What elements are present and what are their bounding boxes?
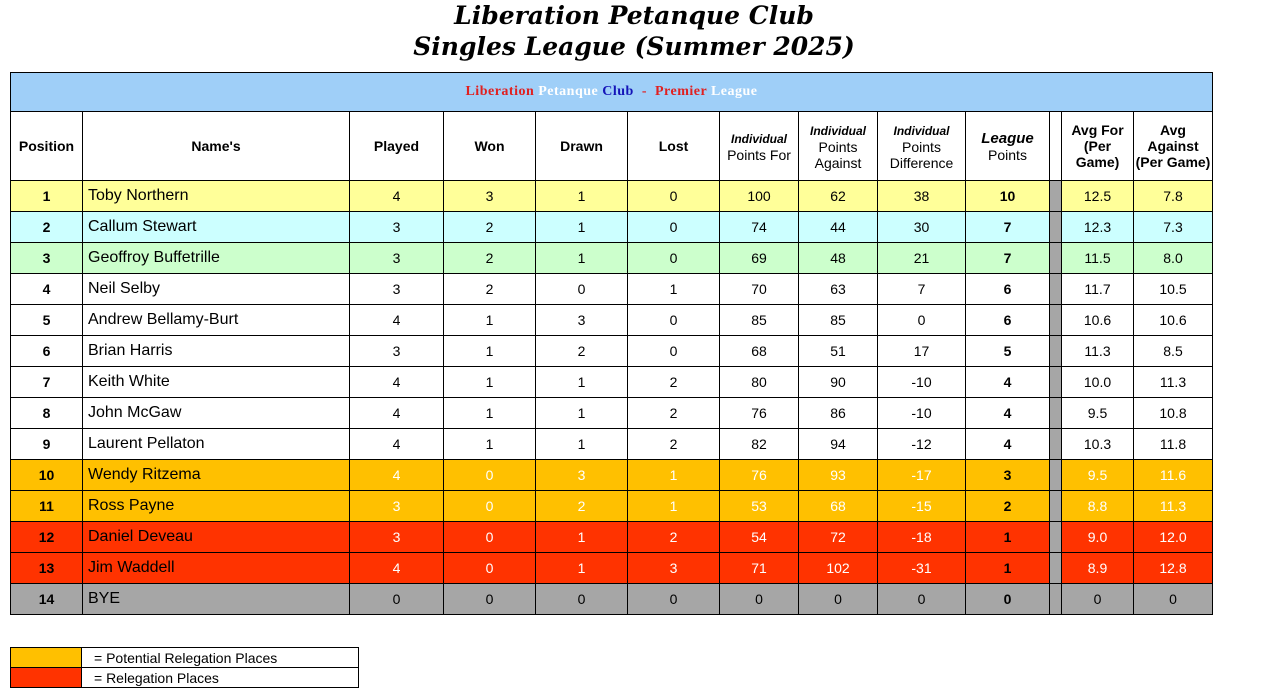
divider-cell <box>1050 336 1062 367</box>
cell-league-points: 2 <box>966 491 1050 522</box>
cell-points-difference: 7 <box>878 274 966 305</box>
header-avg-for <box>1062 112 1134 181</box>
header-avg-for-line2: (Per <box>1083 138 1112 154</box>
cell-avg-for: 11.3 <box>1062 336 1134 367</box>
cell-played: 3 <box>350 243 444 274</box>
cell-won: 0 <box>444 553 536 584</box>
cell-won: 1 <box>444 336 536 367</box>
table-row <box>11 181 1213 212</box>
cell-name: Jim Waddell <box>83 553 350 584</box>
cell-drawn: 1 <box>536 398 628 429</box>
header-position: Position <box>11 112 83 181</box>
table-row <box>11 491 1213 522</box>
cell-drawn: 1 <box>536 212 628 243</box>
banner-title <box>465 84 757 99</box>
divider-cell <box>1050 460 1062 491</box>
banner-word: Liberation <box>465 84 535 99</box>
header-lost: Lost <box>628 112 720 181</box>
cell-lost: 2 <box>628 522 720 553</box>
cell-drawn: 1 <box>536 429 628 460</box>
divider-cell <box>1050 243 1062 274</box>
cell-points-for: 100 <box>720 181 799 212</box>
cell-avg-against: 10.5 <box>1134 274 1213 305</box>
cell-points-against: 94 <box>799 429 878 460</box>
cell-league-points: 4 <box>966 398 1050 429</box>
header-points-difference <box>878 112 966 181</box>
cell-position: 6 <box>11 336 83 367</box>
cell-won: 1 <box>444 398 536 429</box>
key-label-potential-relegation: = Potential Relegation Places <box>82 648 359 668</box>
cell-league-points: 7 <box>966 212 1050 243</box>
table-row <box>11 398 1213 429</box>
cell-points-for: 76 <box>720 460 799 491</box>
key-row-relegation <box>11 668 359 688</box>
cell-points-against: 63 <box>799 274 878 305</box>
header-won: Won <box>444 112 536 181</box>
cell-position: 13 <box>11 553 83 584</box>
cell-points-against: 90 <box>799 367 878 398</box>
cell-won: 0 <box>444 522 536 553</box>
banner-word: - <box>641 84 647 99</box>
cell-position: 14 <box>11 584 83 615</box>
cell-avg-for: 10.3 <box>1062 429 1134 460</box>
cell-drawn: 1 <box>536 181 628 212</box>
cell-points-against: 48 <box>799 243 878 274</box>
league-title: Singles League (Summer 2025) <box>413 32 855 61</box>
banner-word: League <box>710 84 758 99</box>
cell-avg-against: 11.3 <box>1134 491 1213 522</box>
cell-name: BYE <box>83 584 350 615</box>
cell-won: 2 <box>444 212 536 243</box>
table-row <box>11 460 1213 491</box>
cell-avg-against: 12.0 <box>1134 522 1213 553</box>
header-name: Name's <box>83 112 350 181</box>
cell-lost: 0 <box>628 243 720 274</box>
cell-league-points: 7 <box>966 243 1050 274</box>
cell-avg-against: 10.8 <box>1134 398 1213 429</box>
header-avg-against-line1: Avg Against <box>1147 122 1199 154</box>
cell-avg-for: 0 <box>1062 584 1134 615</box>
cell-points-against: 102 <box>799 553 878 584</box>
cell-avg-for: 8.9 <box>1062 553 1134 584</box>
cell-league-points: 0 <box>966 584 1050 615</box>
cell-points-against: 51 <box>799 336 878 367</box>
cell-avg-for: 9.5 <box>1062 460 1134 491</box>
banner-word: Club <box>602 84 634 99</box>
cell-position: 1 <box>11 181 83 212</box>
header-avg-for-line1: Avg For <box>1071 122 1124 138</box>
cell-points-difference: -15 <box>878 491 966 522</box>
divider-cell <box>1050 584 1062 615</box>
league-banner <box>11 73 1213 112</box>
cell-avg-for: 10.6 <box>1062 305 1134 336</box>
header-avg-against <box>1134 112 1213 181</box>
header-row <box>11 112 1213 181</box>
cell-avg-against: 8.5 <box>1134 336 1213 367</box>
cell-won: 2 <box>444 274 536 305</box>
cell-avg-against: 8.0 <box>1134 243 1213 274</box>
cell-played: 4 <box>350 398 444 429</box>
cell-avg-for: 11.5 <box>1062 243 1134 274</box>
cell-points-for: 76 <box>720 398 799 429</box>
cell-points-difference: 30 <box>878 212 966 243</box>
cell-points-against: 86 <box>799 398 878 429</box>
header-league-points-line2: Points <box>988 146 1027 163</box>
cell-league-points: 5 <box>966 336 1050 367</box>
cell-points-for: 68 <box>720 336 799 367</box>
divider-cell <box>1050 553 1062 584</box>
cell-position: 2 <box>11 212 83 243</box>
key-label-relegation: = Relegation Places <box>82 668 359 688</box>
cell-avg-against: 0 <box>1134 584 1213 615</box>
cell-points-difference: 38 <box>878 181 966 212</box>
cell-played: 4 <box>350 553 444 584</box>
table-row <box>11 243 1213 274</box>
cell-points-difference: 17 <box>878 336 966 367</box>
header-points-against-line2: Points <box>818 138 858 155</box>
cell-drawn: 0 <box>536 274 628 305</box>
header-points-against-line1: Individual <box>809 123 866 138</box>
cell-points-for: 71 <box>720 553 799 584</box>
cell-position: 8 <box>11 398 83 429</box>
divider-cell <box>1050 212 1062 243</box>
banner-word: Premier <box>655 84 707 99</box>
cell-played: 4 <box>350 367 444 398</box>
cell-points-for: 80 <box>720 367 799 398</box>
cell-drawn: 3 <box>536 460 628 491</box>
league-table <box>10 72 1213 615</box>
cell-drawn: 1 <box>536 367 628 398</box>
cell-played: 3 <box>350 522 444 553</box>
cell-avg-against: 10.6 <box>1134 305 1213 336</box>
legend-key <box>10 647 359 688</box>
header-points-for-line2: Points For <box>727 146 791 163</box>
cell-points-for: 70 <box>720 274 799 305</box>
cell-won: 1 <box>444 367 536 398</box>
cell-points-for: 74 <box>720 212 799 243</box>
cell-points-difference: -10 <box>878 398 966 429</box>
cell-lost: 0 <box>628 305 720 336</box>
cell-league-points: 1 <box>966 553 1050 584</box>
divider-cell <box>1050 305 1062 336</box>
cell-avg-against: 11.3 <box>1134 367 1213 398</box>
banner-word: Petanque <box>538 84 599 99</box>
cell-points-for: 54 <box>720 522 799 553</box>
cell-won: 0 <box>444 460 536 491</box>
cell-points-for: 69 <box>720 243 799 274</box>
cell-league-points: 6 <box>966 274 1050 305</box>
cell-name: Wendy Ritzema <box>83 460 350 491</box>
cell-points-difference: -12 <box>878 429 966 460</box>
header-league-points <box>966 112 1050 181</box>
cell-points-against: 72 <box>799 522 878 553</box>
cell-played: 4 <box>350 305 444 336</box>
divider-cell <box>1050 367 1062 398</box>
cell-name: Callum Stewart <box>83 212 350 243</box>
cell-name: Toby Northern <box>83 181 350 212</box>
cell-position: 9 <box>11 429 83 460</box>
header-points-difference-line2: Points <box>902 138 941 155</box>
cell-points-against: 93 <box>799 460 878 491</box>
header-points-against-line3: Against <box>814 154 862 171</box>
cell-drawn: 2 <box>536 336 628 367</box>
table-row <box>11 212 1213 243</box>
cell-lost: 1 <box>628 491 720 522</box>
cell-played: 3 <box>350 212 444 243</box>
cell-position: 10 <box>11 460 83 491</box>
cell-name: Daniel Deveau <box>83 522 350 553</box>
cell-points-for: 85 <box>720 305 799 336</box>
cell-name: Keith White <box>83 367 350 398</box>
cell-name: Andrew Bellamy-Burt <box>83 305 350 336</box>
cell-lost: 1 <box>628 460 720 491</box>
cell-league-points: 10 <box>966 181 1050 212</box>
cell-points-for: 82 <box>720 429 799 460</box>
cell-league-points: 4 <box>966 367 1050 398</box>
cell-drawn: 3 <box>536 305 628 336</box>
cell-lost: 2 <box>628 367 720 398</box>
header-points-difference-line1: Individual <box>893 123 950 138</box>
cell-avg-for: 9.5 <box>1062 398 1134 429</box>
cell-won: 1 <box>444 305 536 336</box>
header-avg-for-line3: Game) <box>1075 154 1120 170</box>
cell-points-difference: -10 <box>878 367 966 398</box>
cell-avg-for: 10.0 <box>1062 367 1134 398</box>
table-row <box>11 305 1213 336</box>
cell-avg-against: 11.8 <box>1134 429 1213 460</box>
cell-name: Brian Harris <box>83 336 350 367</box>
cell-lost: 1 <box>628 274 720 305</box>
cell-position: 11 <box>11 491 83 522</box>
table-row <box>11 584 1213 615</box>
cell-position: 4 <box>11 274 83 305</box>
table-row <box>11 429 1213 460</box>
cell-played: 3 <box>350 336 444 367</box>
table-row <box>11 336 1213 367</box>
table-row <box>11 553 1213 584</box>
header-league-points-line1: League <box>981 129 1034 147</box>
cell-avg-against: 11.6 <box>1134 460 1213 491</box>
header-played: Played <box>350 112 444 181</box>
cell-won: 0 <box>444 584 536 615</box>
cell-points-against: 62 <box>799 181 878 212</box>
cell-avg-for: 12.3 <box>1062 212 1134 243</box>
cell-points-against: 44 <box>799 212 878 243</box>
page-titles <box>0 0 1268 62</box>
cell-points-difference: -31 <box>878 553 966 584</box>
cell-drawn: 1 <box>536 553 628 584</box>
header-points-for <box>720 112 799 181</box>
key-row-potential-relegation <box>11 648 359 668</box>
cell-name: John McGaw <box>83 398 350 429</box>
table-row <box>11 274 1213 305</box>
header-drawn: Drawn <box>536 112 628 181</box>
cell-played: 3 <box>350 491 444 522</box>
cell-won: 1 <box>444 429 536 460</box>
cell-position: 5 <box>11 305 83 336</box>
cell-league-points: 6 <box>966 305 1050 336</box>
cell-points-against: 68 <box>799 491 878 522</box>
cell-position: 12 <box>11 522 83 553</box>
cell-lost: 0 <box>628 336 720 367</box>
divider-cell <box>1050 181 1062 212</box>
cell-points-difference: 0 <box>878 305 966 336</box>
cell-played: 4 <box>350 429 444 460</box>
cell-lost: 0 <box>628 181 720 212</box>
cell-name: Laurent Pellaton <box>83 429 350 460</box>
cell-drawn: 0 <box>536 584 628 615</box>
cell-played: 3 <box>350 274 444 305</box>
cell-name: Neil Selby <box>83 274 350 305</box>
key-swatch-relegation <box>11 668 82 688</box>
cell-drawn: 1 <box>536 243 628 274</box>
cell-avg-against: 7.8 <box>1134 181 1213 212</box>
cell-avg-for: 11.7 <box>1062 274 1134 305</box>
cell-league-points: 3 <box>966 460 1050 491</box>
divider-column <box>1050 112 1062 181</box>
cell-lost: 0 <box>628 212 720 243</box>
cell-points-against: 0 <box>799 584 878 615</box>
table-row <box>11 522 1213 553</box>
cell-played: 4 <box>350 460 444 491</box>
cell-lost: 2 <box>628 398 720 429</box>
cell-played: 4 <box>350 181 444 212</box>
cell-points-difference: 0 <box>878 584 966 615</box>
cell-avg-against: 12.8 <box>1134 553 1213 584</box>
divider-cell <box>1050 398 1062 429</box>
cell-name: Geoffroy Buffetrille <box>83 243 350 274</box>
divider-cell <box>1050 491 1062 522</box>
cell-name: Ross Payne <box>83 491 350 522</box>
header-points-difference-line3: Difference <box>889 154 954 171</box>
cell-avg-for: 9.0 <box>1062 522 1134 553</box>
cell-lost: 2 <box>628 429 720 460</box>
divider-cell <box>1050 274 1062 305</box>
header-points-against <box>799 112 878 181</box>
header-points-for-line1: Individual <box>730 131 787 146</box>
cell-avg-for: 12.5 <box>1062 181 1134 212</box>
cell-points-for: 53 <box>720 491 799 522</box>
cell-played: 0 <box>350 584 444 615</box>
cell-position: 7 <box>11 367 83 398</box>
cell-avg-against: 7.3 <box>1134 212 1213 243</box>
cell-won: 2 <box>444 243 536 274</box>
cell-points-against: 85 <box>799 305 878 336</box>
cell-won: 3 <box>444 181 536 212</box>
cell-league-points: 1 <box>966 522 1050 553</box>
cell-position: 3 <box>11 243 83 274</box>
cell-points-difference: -18 <box>878 522 966 553</box>
header-avg-against-line2: (Per Game) <box>1135 154 1211 170</box>
cell-lost: 0 <box>628 584 720 615</box>
cell-drawn: 2 <box>536 491 628 522</box>
cell-points-difference: -17 <box>878 460 966 491</box>
table-row <box>11 367 1213 398</box>
cell-avg-for: 8.8 <box>1062 491 1134 522</box>
cell-league-points: 4 <box>966 429 1050 460</box>
key-swatch-potential-relegation <box>11 648 82 668</box>
divider-cell <box>1050 522 1062 553</box>
divider-cell <box>1050 429 1062 460</box>
club-title: Liberation Petanque Club <box>454 1 814 30</box>
cell-drawn: 1 <box>536 522 628 553</box>
cell-won: 0 <box>444 491 536 522</box>
cell-lost: 3 <box>628 553 720 584</box>
cell-points-for: 0 <box>720 584 799 615</box>
cell-points-difference: 21 <box>878 243 966 274</box>
